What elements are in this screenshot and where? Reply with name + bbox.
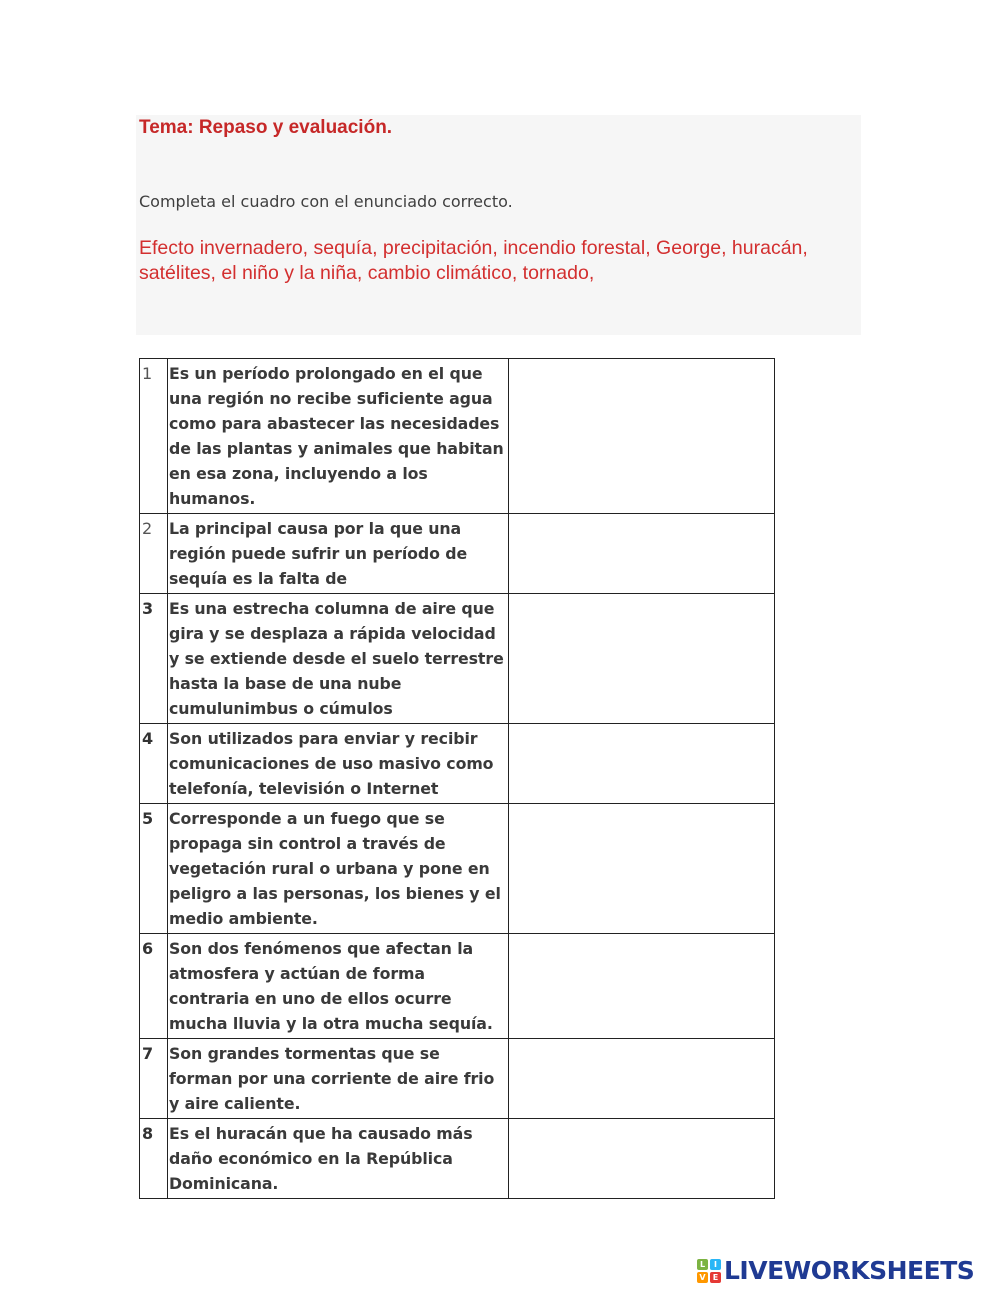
table-row: [140, 804, 775, 934]
row-number: 1: [140, 359, 168, 514]
table-row: [140, 1039, 775, 1119]
answer-cell[interactable]: [509, 594, 775, 724]
row-number: 3: [140, 594, 168, 724]
header-panel: [136, 115, 861, 335]
instruction-text: Completa el cuadro con el enunciado correcto.: [139, 192, 513, 211]
row-number: 2: [140, 514, 168, 594]
row-number: 8: [140, 1119, 168, 1199]
question-text: La principal causa por la que una región puede sufrir un período de sequía es la falta de: [168, 514, 509, 594]
answer-cell[interactable]: [509, 359, 775, 514]
row-number: 4: [140, 724, 168, 804]
answer-cell[interactable]: [509, 514, 775, 594]
question-text: Es el huracán que ha causado más daño económico en la República Dominicana.: [168, 1119, 509, 1199]
word-bank: Efecto invernadero, sequía, precipitación, incendio forestal, George, huracán, satélites, el niño y la niña, cambio climático, tornado,: [139, 237, 808, 284]
row-number: 6: [140, 934, 168, 1039]
table-row: [140, 594, 775, 724]
answer-cell[interactable]: [509, 724, 775, 804]
answer-cell[interactable]: [509, 804, 775, 934]
liveworksheets-logo: [697, 1256, 974, 1285]
question-text: Son utilizados para enviar y recibir comunicaciones de uso masivo como telefonía, televisión o Internet: [168, 724, 509, 804]
table-row: [140, 724, 775, 804]
table-row: [140, 359, 775, 514]
question-text: Corresponde a un fuego que se propaga sin control a través de vegetación rural o urbana y pone en peligro a las personas, los bienes y el medio ambiente.: [168, 804, 509, 934]
liveworksheets-logo-icon: L I V E: [697, 1259, 721, 1283]
table-row: [140, 514, 775, 594]
table-row: [140, 1119, 775, 1199]
question-text: Son grandes tormentas que se forman por una corriente de aire frio y aire caliente.: [168, 1039, 509, 1119]
table-row: [140, 934, 775, 1039]
logo-text: LIVEWORKSHEETS: [724, 1256, 975, 1285]
question-text: Son dos fenómenos que afectan la atmosfera y actúan de forma contraria en uno de ellos ocurre mucha lluvia y la otra mucha sequía.: [168, 934, 509, 1039]
answer-cell[interactable]: [509, 1039, 775, 1119]
row-number: 7: [140, 1039, 168, 1119]
answer-cell[interactable]: [509, 934, 775, 1039]
question-text: Es una estrecha columna de aire que gira y se desplaza a rápida velocidad y se extiende desde el suelo terrestre hasta la base de una nube cumulunimbus o cúmulos: [168, 594, 509, 724]
question-table: [139, 358, 775, 1199]
row-number: 5: [140, 804, 168, 934]
worksheet-title: Tema: Repaso y evaluación.: [139, 117, 393, 138]
question-text: Es un período prolongado en el que una región no recibe suficiente agua como para abastecer las necesidades de las plantas y animales que habitan en esa zona, incluyendo a los humanos.: [168, 359, 509, 514]
answer-cell[interactable]: [509, 1119, 775, 1199]
